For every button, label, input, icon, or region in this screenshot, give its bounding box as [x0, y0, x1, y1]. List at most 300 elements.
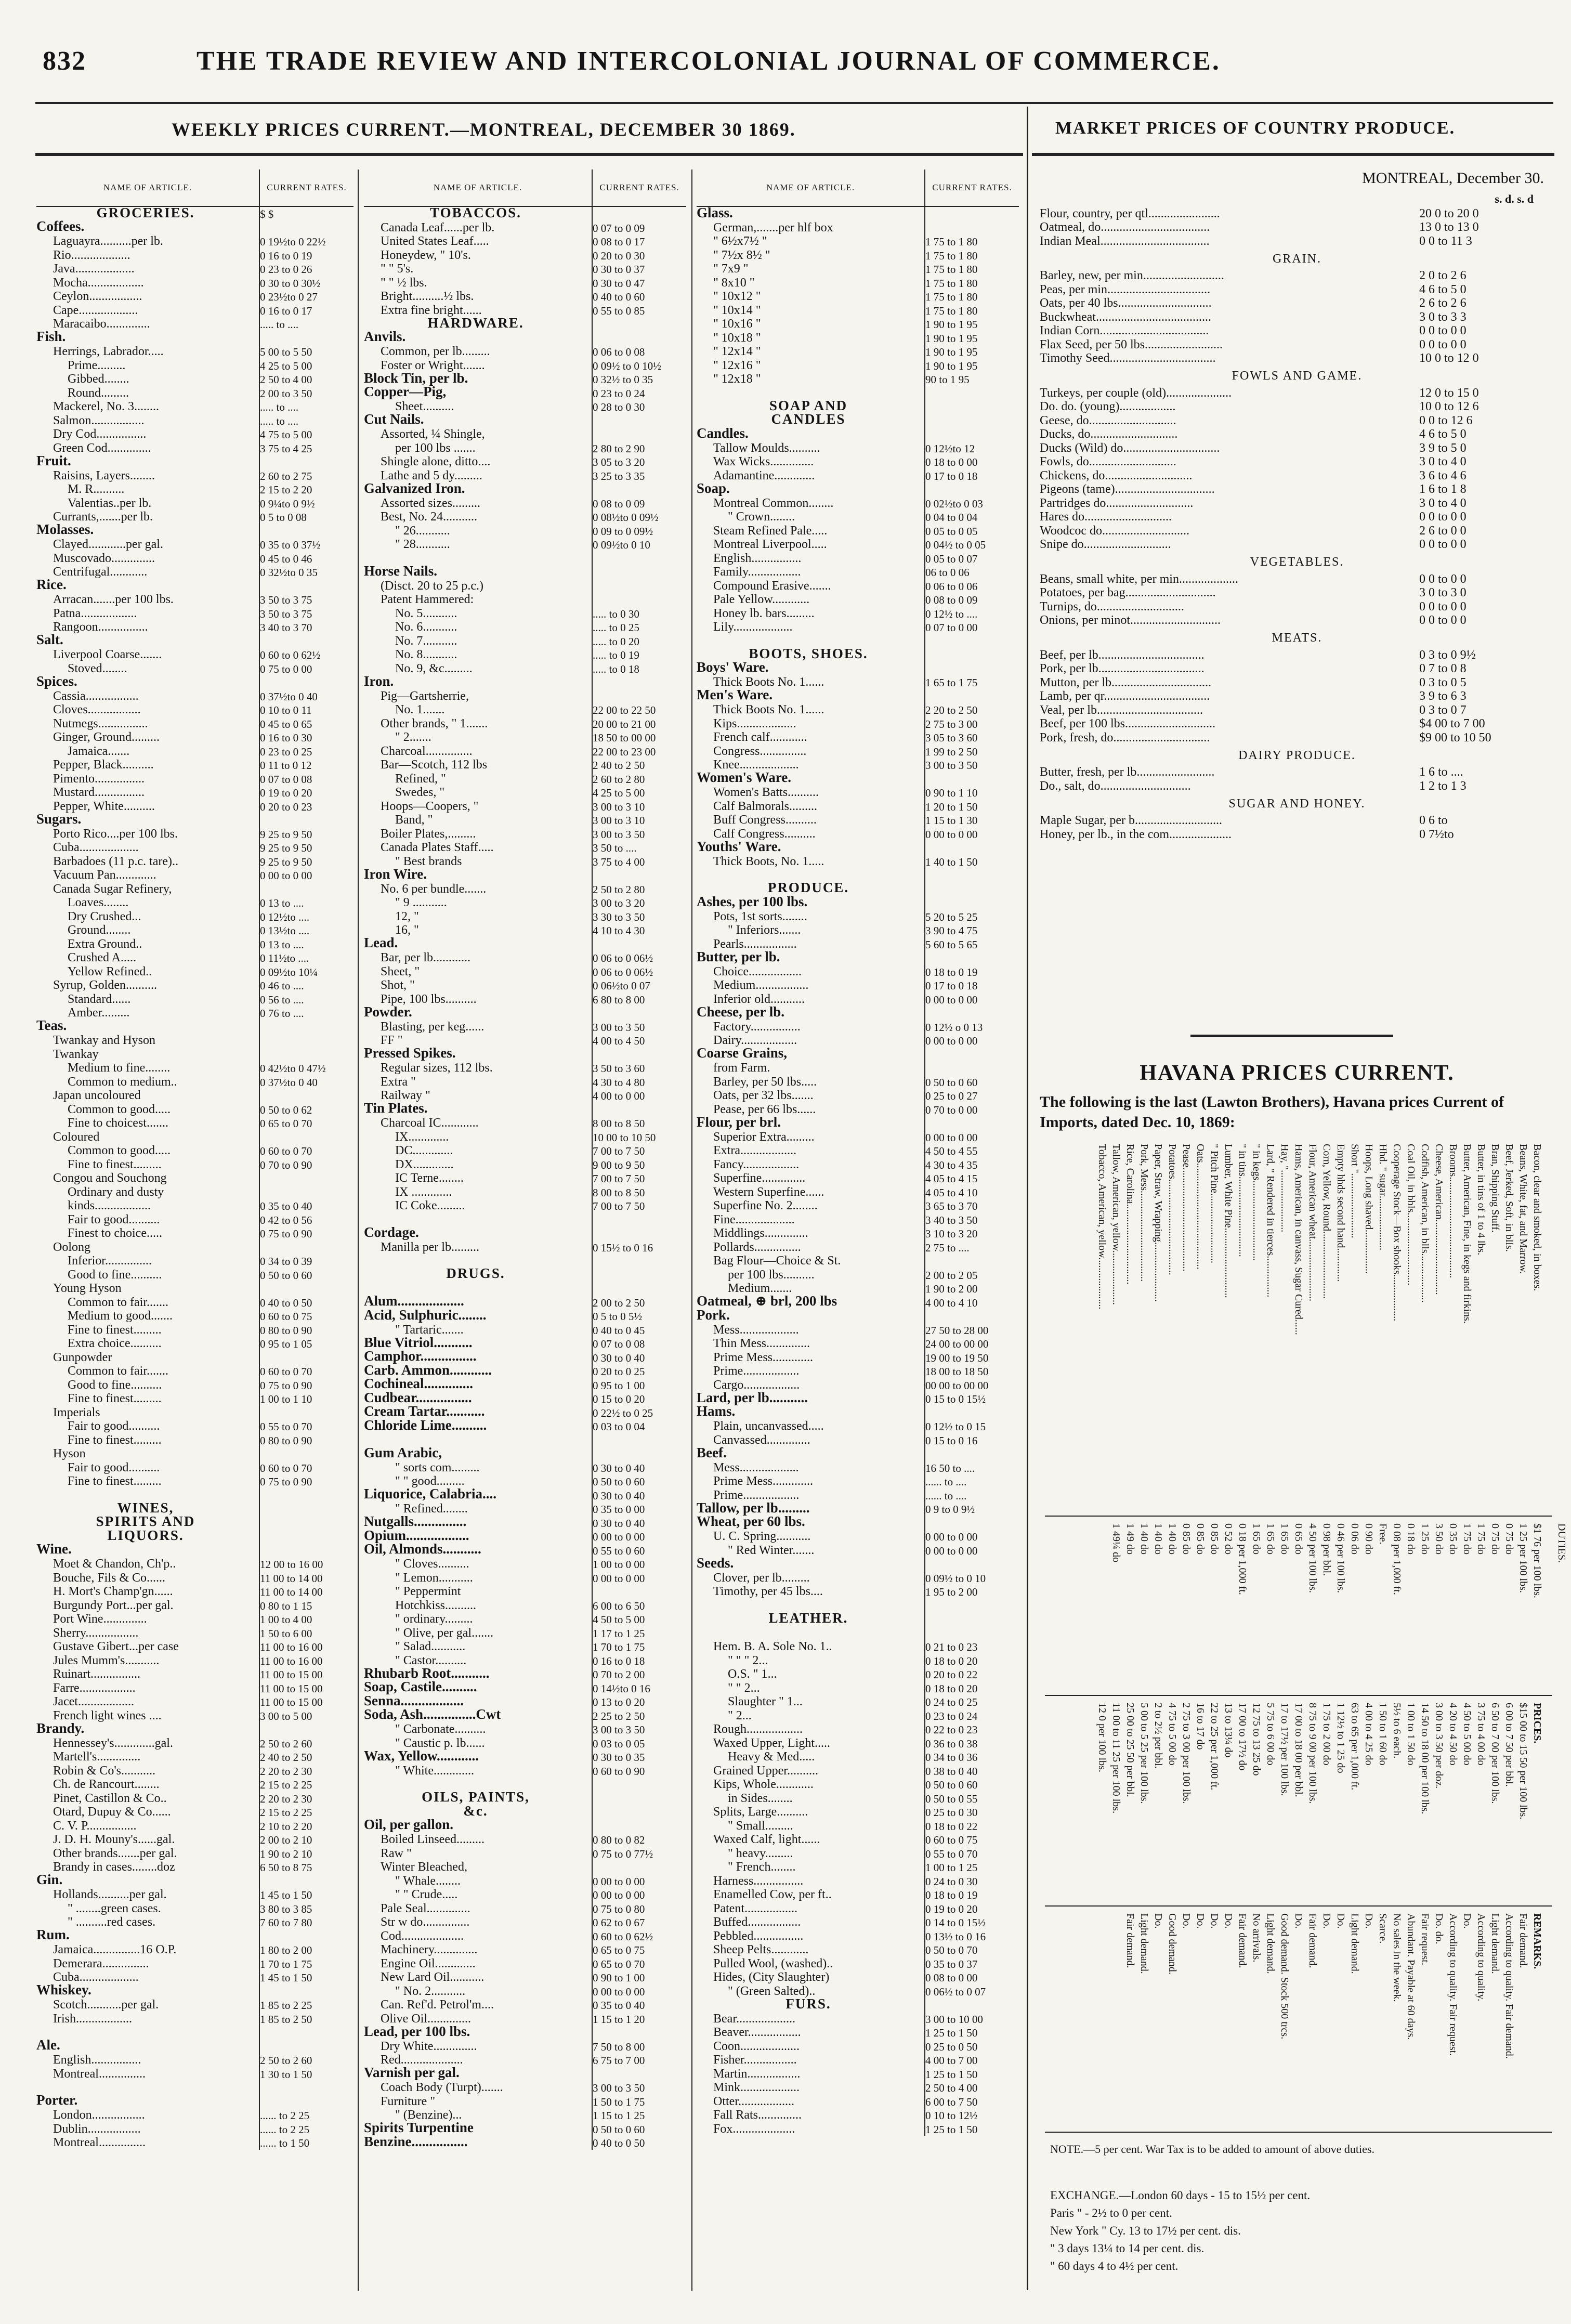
article-name: Prime Mess.............	[713, 1474, 813, 1489]
article-name: Otter..................	[713, 2094, 794, 2108]
article-name: Choice.................	[713, 964, 802, 978]
rates-header: CURRENT RATES.	[259, 169, 354, 206]
market-section-heading: DAIRY PRODUCE.	[1238, 748, 1356, 762]
price-row	[697, 455, 1019, 469]
current-rate: 3 65 to 3 70	[925, 1200, 978, 1213]
price-row	[36, 1599, 354, 1613]
current-rate: 0 24 to 0 25	[925, 1696, 978, 1709]
article-name: Amber.........	[68, 1006, 130, 1020]
price-row	[364, 1915, 686, 1929]
article-name: Thick Boots, No. 1.....	[713, 854, 824, 868]
price-row	[697, 2067, 1019, 2081]
article-name: Foster or Wright.......	[381, 358, 485, 372]
price-row	[697, 1792, 1019, 1806]
current-rate: 3 00 to 3 20	[593, 897, 645, 910]
current-rate: 0 20 to 0 25	[593, 1365, 645, 1378]
price-row	[697, 497, 1019, 511]
havana-cell: 6 00 to 7 50 per bbl.	[1503, 1703, 1515, 1787]
produce-name: Geese, do............................	[1040, 413, 1176, 427]
havana-cell: 1 65 do	[1251, 1523, 1262, 1555]
price-row	[36, 1171, 354, 1185]
article-name: FURS.	[785, 1995, 831, 2012]
current-rate: 0 08½to 0 09½	[593, 511, 659, 524]
price-row	[697, 813, 1019, 827]
current-rate: 0 80 to 0 82	[593, 1834, 645, 1847]
column-header	[36, 169, 354, 207]
price-row	[697, 1847, 1019, 1861]
article-name: Honeydew, " 10's.	[381, 248, 471, 262]
article-name: kinds..................	[68, 1199, 151, 1213]
current-rate: 0 07 to 0 08	[593, 1338, 645, 1351]
price-row	[697, 1419, 1019, 1433]
current-rate: 0 34 to 0 39	[260, 1255, 312, 1268]
article-name: Blue Vitriol...........	[364, 1334, 473, 1350]
price-row	[697, 317, 1019, 331]
rates-header: CURRENT RATES.	[924, 169, 1019, 206]
market-row	[1040, 338, 1554, 352]
current-rate: 0 05 to 0 07	[925, 552, 978, 565]
article-name: Olive Oil..............	[381, 2012, 471, 2026]
article-name: Pepper, White..........	[53, 799, 155, 813]
section-heading	[364, 204, 686, 221]
article-name: Java...................	[53, 262, 135, 276]
section-heading	[697, 1995, 1019, 2012]
exchange-row: New York " Cy. 13 to 17½ per cent. dis.	[1050, 2224, 1241, 2237]
havana-prices	[1095, 1703, 1544, 1819]
current-rate: 2 00 to 2 05	[925, 1269, 978, 1282]
current-rate: 0 00 to 0 00	[925, 1131, 978, 1144]
current-rate: 0 12½ to 0 15	[925, 1420, 986, 1433]
current-rate: 1 15 to 1 30	[925, 814, 978, 827]
category-row	[36, 218, 354, 235]
article-name: " 10x16 "	[713, 317, 761, 331]
article-name: Pease, per 66 lbs......	[713, 1102, 816, 1116]
article-name: Sherry.................	[53, 1626, 139, 1640]
current-rate: 0 06½ to 0 07	[925, 1985, 986, 1998]
current-rate: 4 05 to 4 10	[925, 1186, 978, 1199]
article-name: Scotch...........per gal.	[53, 1998, 159, 2012]
produce-price: 3 0 to 4 0	[1419, 496, 1467, 510]
current-rate: 27 50 to 28 00	[925, 1324, 989, 1337]
article-name: GROCERIES.	[96, 204, 195, 220]
current-rate: 3 25 to 3 35	[593, 469, 645, 482]
havana-cell: 25 00 to 25 50 per bbl.	[1124, 1703, 1136, 1797]
article-name: IC Coke.........	[395, 1199, 465, 1213]
article-name: Standard......	[68, 992, 131, 1006]
produce-price: 0 0 to 12 6	[1419, 413, 1473, 427]
article-name: Cut Nails.	[364, 411, 424, 427]
article-name: " Small.........	[728, 1819, 793, 1833]
article-name: Sheet..........	[395, 400, 454, 414]
name-header: NAME OF ARTICLE.	[766, 182, 855, 192]
category-row	[364, 1819, 686, 1833]
price-row	[36, 717, 354, 731]
article-name: Plain, uncanvassed.....	[713, 1419, 824, 1433]
havana-cell: Do. do.	[1433, 1913, 1445, 1944]
article-name: Extra "	[381, 1075, 416, 1089]
current-rate: 0 35 to 0 37½	[260, 539, 321, 552]
article-name: Oil, Almonds...........	[364, 1541, 481, 1557]
article-name: Wax Wicks..............	[713, 455, 814, 469]
price-row	[364, 1612, 686, 1626]
article-name: No. 6...........	[395, 620, 457, 634]
price-row	[36, 2012, 354, 2026]
current-rate: 0 75 to 0 90	[260, 1379, 312, 1392]
article-name: IX.............	[395, 1130, 449, 1144]
havana-cell: 0 08 per 1,000 ft.	[1391, 1523, 1403, 1595]
havana-cell: 12 75 to 13 25 do	[1251, 1703, 1262, 1776]
price-row	[36, 1061, 354, 1075]
price-row	[697, 1364, 1019, 1378]
havana-cell: Beef, Jerked, Soft, in blls.	[1503, 1144, 1515, 1252]
current-rate: 3 00 to 3 10	[593, 800, 645, 813]
current-rate: 2 50 to 2 60	[260, 1737, 312, 1750]
havana-cell: 0 52 do	[1223, 1523, 1234, 1555]
category-row	[364, 482, 686, 497]
category-row	[364, 868, 686, 882]
article-name: Tin Plates.	[364, 1100, 428, 1116]
current-rate: 1 90 to 1 95	[925, 346, 978, 359]
produce-price: 0 6 to	[1419, 814, 1448, 827]
price-row	[364, 1929, 686, 1943]
category-row	[697, 427, 1019, 441]
price-row	[36, 1116, 354, 1130]
article-name: Japan uncoloured	[53, 1089, 141, 1103]
price-row	[697, 2053, 1019, 2067]
havana-cell: 4 50 per 100 lbs.	[1307, 1523, 1318, 1593]
article-name: Lily...................	[713, 620, 793, 634]
current-rate: ...... to 2 25	[260, 2109, 310, 2122]
article-name: Heavy & Med.....	[728, 1750, 815, 1764]
current-rate: 0 17 to 0 18	[925, 469, 978, 482]
current-rate: 0 35 to 0 00	[593, 1503, 645, 1516]
article-name: Jamaica.......	[68, 744, 130, 758]
price-row	[697, 923, 1019, 937]
current-rate: 0 17 to 0 18	[925, 980, 978, 993]
price-row	[364, 1171, 686, 1185]
article-name: Band, "	[395, 813, 433, 827]
current-rate: 18 00 to 18 50	[925, 1365, 989, 1378]
category-row	[697, 1444, 1019, 1461]
article-name: Ginger, Ground.........	[53, 730, 160, 745]
market-row	[1040, 207, 1554, 221]
category-row	[697, 1116, 1019, 1130]
produce-price: 0 0 to 0 0	[1419, 510, 1467, 524]
produce-price: 0 3 to 0 5	[1419, 675, 1467, 689]
price-row	[36, 1833, 354, 1847]
article-name: Rice.	[36, 577, 67, 593]
current-rate: ...... to 1 50	[260, 2137, 310, 2150]
havana-cell: Do.	[1321, 1913, 1332, 1929]
article-name: Prime.........	[68, 358, 126, 372]
article-name: " (Green Salted)..	[728, 1984, 816, 1998]
article-name: Congress...............	[713, 744, 807, 758]
current-rate: 0 25 to 0 50	[925, 2040, 978, 2053]
current-rate: 1 17 to 1 25	[593, 1627, 645, 1640]
market-row	[1040, 524, 1554, 538]
price-row	[364, 607, 686, 621]
price-row	[36, 1241, 354, 1255]
produce-price: 4 6 to 5 0	[1419, 427, 1467, 441]
column-divider	[691, 169, 692, 2291]
havana-cell: Coal Oil, in bbls............................	[1405, 1144, 1417, 1286]
price-row	[36, 896, 354, 910]
current-rate: 0 35 to 0 37	[925, 1957, 978, 1970]
price-row	[364, 758, 686, 772]
current-rate: 3 40 to 3 70	[260, 621, 312, 634]
current-rate: 4 50 to 4 55	[925, 1145, 978, 1158]
current-rate: 16 50 to ....	[925, 1461, 975, 1474]
market-section-heading: FOWLS AND GAME.	[1232, 369, 1363, 383]
price-row	[697, 1681, 1019, 1695]
article-name: IX .............	[395, 1185, 452, 1199]
havana-cell: $1 76 per 100 lbs.	[1531, 1523, 1543, 1598]
article-name: Ruinart................	[53, 1667, 140, 1681]
article-name: Young Hyson	[53, 1282, 122, 1296]
category-row	[697, 204, 1019, 221]
price-row	[36, 1750, 354, 1764]
article-name: " " Crude.....	[395, 1888, 458, 1902]
havana-cell: 1 65 do	[1279, 1523, 1290, 1555]
havana-cell: Hoops, Long shaved.................	[1363, 1144, 1374, 1274]
duties-header: DUTIES.	[1556, 1523, 1567, 1563]
price-row	[36, 1461, 354, 1475]
price-row	[697, 1158, 1019, 1172]
current-rate: 2 15 to 2 25	[260, 1806, 312, 1819]
current-rate: 1 99 to 2 50	[925, 745, 978, 758]
article-name: Nutgalls...............	[364, 1513, 467, 1530]
category-row	[36, 452, 354, 469]
price-row	[36, 965, 354, 979]
current-rate: 0 08 to 0 17	[593, 236, 645, 249]
havana-cell: Empty hhds second hand.............	[1335, 1144, 1346, 1282]
article-name: CANDLES	[771, 411, 846, 427]
article-name: Syrup, Golden..........	[53, 978, 157, 993]
price-row	[697, 2026, 1019, 2040]
article-name: LEATHER.	[768, 1610, 848, 1626]
price-row	[697, 1915, 1019, 1929]
price-row	[36, 482, 354, 497]
market-row	[1040, 814, 1554, 828]
market-section-heading: SUGAR AND HONEY.	[1228, 797, 1366, 811]
exchange-row: Paris " - 2½ to 0 per cent.	[1050, 2207, 1172, 2219]
price-row	[364, 1874, 686, 1888]
article-name: Wheat, per 60 lbs.	[697, 1513, 805, 1530]
article-name: Porto Rico....per 100 lbs.	[53, 827, 178, 841]
article-name: Middlings..............	[713, 1226, 808, 1241]
article-name: Fine to choicest.......	[68, 1116, 168, 1130]
article-name: No. 5...........	[395, 606, 457, 620]
article-name: Cloves.................	[53, 703, 141, 717]
havana-cell: Rice, Carolina...............................	[1124, 1144, 1136, 1285]
category-row	[36, 1929, 354, 1943]
havana-cell: Oats.........................................	[1195, 1144, 1206, 1270]
category-row	[36, 2037, 354, 2054]
produce-price: 0 7 to 0 8	[1419, 662, 1467, 675]
price-row	[697, 1337, 1019, 1351]
current-rate: 1 75 to 1 80	[925, 291, 978, 304]
article-name: DRUGS.	[446, 1265, 505, 1282]
current-rate: 0 00 to 0 00	[925, 993, 978, 1006]
market-row	[1040, 779, 1554, 793]
havana-cell: " in tins...............................	[1237, 1144, 1248, 1257]
current-rate: 0 50 to 0 55	[925, 1792, 978, 1805]
produce-price: 3 0 to 3 3	[1419, 310, 1467, 324]
havana-cell: Fair demand.	[1237, 1913, 1248, 1968]
current-rate: 0 5 to 0 08	[260, 511, 307, 524]
current-rate: 0 16 to 0 18	[593, 1654, 645, 1667]
current-rate: 0 60 to 0 70	[260, 1365, 312, 1378]
price-column-2	[364, 169, 686, 2150]
price-row	[697, 607, 1019, 621]
price-row	[697, 1764, 1019, 1778]
article-name: Thick Boots No. 1......	[713, 703, 824, 717]
article-name: " Peppermint	[395, 1585, 461, 1599]
market-row	[1040, 662, 1554, 676]
article-name: Mess...................	[713, 1460, 799, 1474]
price-row	[364, 620, 686, 634]
article-name: Twankay	[53, 1047, 99, 1061]
produce-name: Onions, per minot.............................	[1040, 613, 1221, 627]
article-name: " White.............	[395, 1764, 475, 1778]
current-rate: 9 25 to 9 50	[260, 828, 312, 841]
price-row	[697, 786, 1019, 800]
current-rate: 0 40 to 0 50	[260, 1296, 312, 1309]
current-rate: 0 08 to 0 00	[925, 1972, 978, 1984]
current-rate: 0 18 to 0 22	[925, 1820, 978, 1833]
price-column-1	[36, 169, 354, 2150]
article-name: Common, per lb.........	[381, 345, 490, 359]
current-rate: 0 60 to 0 62½	[260, 649, 321, 662]
category-row	[697, 1403, 1019, 1420]
article-name: " 8x10 "	[713, 276, 755, 290]
produce-price: 0 0 to 0 0	[1419, 337, 1467, 351]
price-row	[36, 1447, 354, 1461]
current-rate: 2 15 to 2 20	[260, 484, 312, 497]
category-row	[364, 331, 686, 345]
article-name: Timothy, per 45 lbs....	[713, 1585, 823, 1599]
article-name: No. 7...........	[395, 634, 457, 648]
market-row	[1040, 538, 1554, 552]
article-name: FF "	[381, 1034, 403, 1048]
current-rate: 11 00 to 15 00	[260, 1682, 323, 1695]
article-name: Cassia.................	[53, 689, 139, 703]
article-name: Lead, per 100 lbs.	[364, 2023, 470, 2039]
war-tax-note: NOTE.—5 per cent. War Tax is to be added to amount of above duties.	[1050, 2143, 1374, 2156]
section-heading	[697, 1612, 1019, 1626]
article-name: Bar—Scotch, 112 lbs	[381, 758, 488, 772]
price-row	[36, 249, 354, 263]
current-rate: 0 30 to 0 40	[593, 1489, 645, 1502]
article-name: Common to fair.......	[68, 1295, 168, 1309]
article-name: " Cloves..........	[395, 1557, 469, 1571]
article-name: Fair to good..........	[68, 1419, 160, 1433]
article-name: Str w do...............	[381, 1915, 470, 1929]
price-row	[364, 786, 686, 800]
produce-name: Timothy Seed..................................	[1040, 351, 1216, 365]
price-row	[364, 593, 686, 607]
havana-cell: 0 98 per bbl.	[1321, 1523, 1332, 1576]
current-rate: 1 50 to 1 75	[593, 2095, 645, 2108]
article-name: " 26...........	[395, 524, 450, 538]
price-row	[697, 1626, 1019, 1640]
article-name: Martell's..............	[53, 1750, 141, 1764]
price-row	[697, 1640, 1019, 1654]
price-row	[364, 730, 686, 745]
market-body	[1040, 207, 1554, 842]
produce-name: Beef, per 100 lbs.............................	[1040, 717, 1215, 730]
article-name: PRODUCE.	[767, 880, 849, 896]
article-name: Ground........	[68, 923, 131, 937]
article-name: Sheet, "	[381, 964, 420, 978]
market-row	[1040, 497, 1554, 511]
current-rate: 1 90 to 1 95	[925, 332, 978, 345]
article-name: Twankay and Hyson	[53, 1034, 155, 1048]
price-row	[697, 1199, 1019, 1213]
havana-cell: Potatoes.....................................	[1167, 1144, 1178, 1275]
havana-cell: 63 to 65 per 1,000 ft.	[1349, 1703, 1360, 1791]
price-row	[36, 2108, 354, 2122]
article-name: Senna..................	[364, 1692, 464, 1708]
havana-cell: Tobacco, American, yellow....................	[1096, 1144, 1108, 1310]
price-row	[697, 2122, 1019, 2136]
price-row	[364, 1199, 686, 1213]
article-name: " 28...........	[395, 538, 450, 552]
price-row	[36, 1034, 354, 1048]
price-row	[36, 745, 354, 759]
article-name: " 10x14 "	[713, 303, 761, 317]
price-row	[697, 1020, 1019, 1034]
article-name: Dairy..................	[713, 1034, 797, 1048]
category-row	[364, 1309, 686, 1323]
article-name: Blasting, per keg......	[381, 1020, 485, 1034]
article-name: Gum Arabic,	[364, 1444, 442, 1460]
article-name: Arracan.......per 100 lbs.	[53, 593, 174, 607]
category-row	[36, 331, 354, 345]
current-rate: 0 35 to 0 40	[260, 1200, 312, 1213]
havana-cell: Scarce.	[1377, 1913, 1389, 1944]
category-row	[36, 2092, 354, 2109]
category-row	[364, 565, 686, 579]
market-row	[1040, 324, 1554, 338]
article-name: Alum...................	[364, 1293, 464, 1309]
price-row	[36, 1419, 354, 1433]
exchange-rates	[1050, 2189, 1549, 2277]
category-row	[36, 1541, 354, 1558]
article-name: Cudbear................	[364, 1389, 472, 1405]
article-name: Liverpool Coarse.......	[53, 648, 162, 662]
produce-name: Fowls, do............................	[1040, 455, 1176, 468]
current-rate: 00 00 to 00 00	[925, 1379, 989, 1392]
current-rate: 0 23 to 0 24	[925, 1709, 978, 1722]
category-row	[364, 1706, 686, 1723]
article-name: Pork.	[697, 1307, 730, 1323]
current-rate: 8 00 to 8 50	[593, 1117, 645, 1130]
current-rate: 0 45 to 0 65	[260, 717, 312, 730]
current-rate: 0 60 to 0 75	[260, 1310, 312, 1323]
page-number: 832	[43, 46, 86, 76]
current-rate: 1 90 to 2 00	[925, 1283, 978, 1296]
price-row	[364, 1943, 686, 1957]
article-name: Whiskey.	[36, 1982, 91, 1998]
market-row	[1040, 717, 1554, 732]
current-rate: 24 00 to 00 00	[925, 1338, 989, 1351]
article-name: Fair to good..........	[68, 1460, 160, 1474]
price-row	[364, 1888, 686, 1902]
article-name: Ale.	[36, 2037, 60, 2053]
current-rate: 0 12½to ....	[260, 910, 310, 923]
produce-name: Partridges do............................	[1040, 496, 1194, 510]
